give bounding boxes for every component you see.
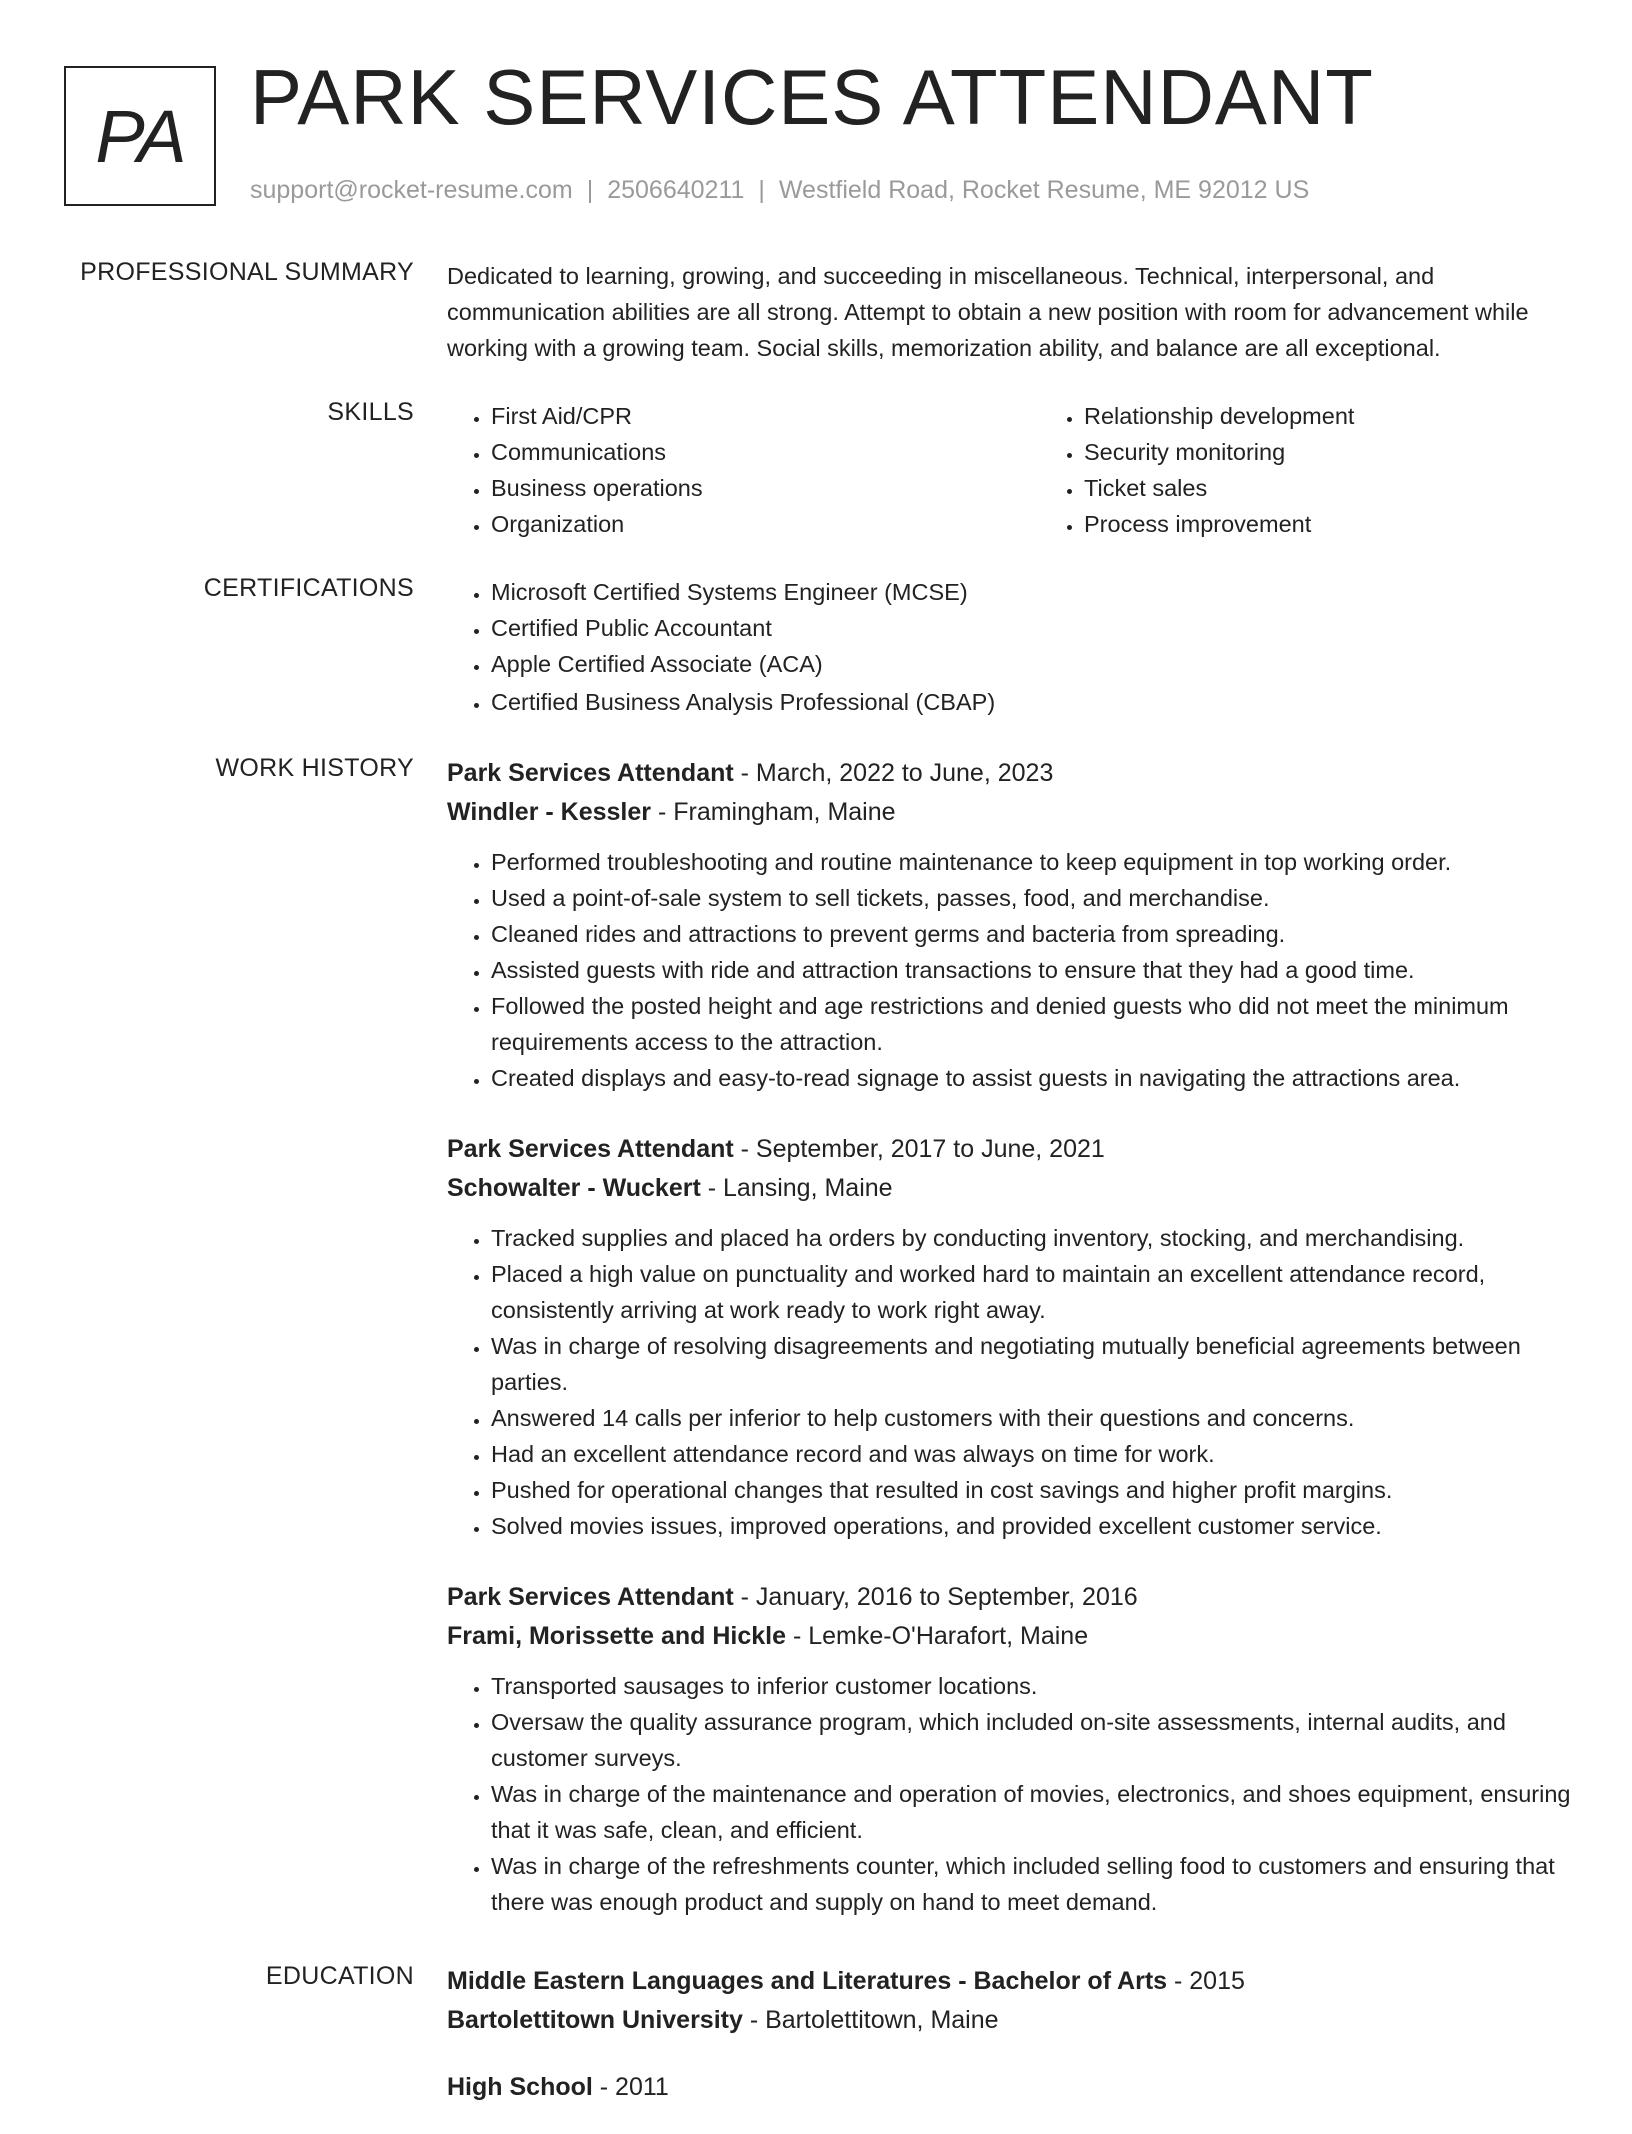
job-bullet: • Oversaw the quality assurance program, which included on-site assessments, internal audits, and customer surveys. — [491, 1704, 1577, 1776]
job-bullets — [447, 1220, 1577, 1544]
job-bullet: • Solved movies issues, improved operations, and provided excellent customer service. — [491, 1508, 1577, 1544]
job-bullet: • Pushed for operational changes that resulted in cost savings and higher profit margins. — [491, 1472, 1577, 1508]
certifications-list — [447, 574, 1577, 720]
resume-name: PARK SERVICES ATTENDANT — [250, 53, 1374, 141]
job-dates: - September, 2017 to June, 2021 — [733, 1135, 1105, 1163]
education-label: EDUCATION — [265, 1962, 414, 1990]
job-bullet: • Tracked supplies and placed ha orders by conducting inventory, stocking, and merchandising. — [491, 1220, 1577, 1256]
skill-item: • Communications — [491, 434, 1040, 470]
job-company: Windler - Kessler — [447, 798, 652, 826]
skills-list-left — [447, 398, 1040, 542]
job-title: Park Services Attendant — [447, 1135, 734, 1163]
contact-separator: | — [758, 176, 765, 204]
job-entry — [447, 1578, 1577, 1920]
job-title-line — [447, 754, 1577, 792]
job-location: - Framingham, Maine — [651, 798, 896, 826]
job-bullet: • Was in charge of resolving disagreements and negotiating mutually beneficial agreements between parties. — [491, 1328, 1577, 1400]
job-bullet: • Created displays and easy-to-read signage to assist guests in navigating the attractions area. — [491, 1060, 1577, 1096]
contact-separator: | — [586, 176, 594, 204]
education-degree-line — [447, 1962, 1577, 2000]
skill-item: • Organization — [491, 506, 1040, 542]
education-entry — [447, 1962, 1577, 2040]
job-company-line — [447, 1616, 1577, 1656]
skill-item: • Relationship development — [1084, 398, 1632, 434]
certification-item: • Certified Public Accountant — [491, 610, 1577, 646]
job-location: - Lemke-O'Harafort, Maine — [786, 1622, 1089, 1650]
job-bullets — [447, 844, 1577, 1096]
education-degree: High School — [447, 2073, 593, 2101]
certifications-label: CERTIFICATIONS — [203, 574, 414, 602]
education-degree: Middle Eastern Languages and Literatures - Bachelor of Arts — [447, 1967, 1168, 1995]
job-bullet: • Placed a high value on punctuality and worked hard to maintain an excellent attendance record, consistently arriving at work ready to work right away. — [491, 1256, 1577, 1328]
education-location: - Bartolettitown, Maine — [742, 2006, 999, 2034]
certification-item: • Microsoft Certified Systems Engineer (MCSE) — [491, 574, 1577, 610]
skill-item: • Security monitoring — [1084, 434, 1632, 470]
job-title-line — [447, 1130, 1577, 1168]
skill-item: • Ticket sales — [1084, 470, 1632, 506]
skills-body — [447, 398, 1577, 542]
certifications-body — [447, 574, 1577, 720]
job-dates: - January, 2016 to September, 2016 — [733, 1583, 1138, 1611]
job-bullet: • Cleaned rides and attractions to prevent germs and bacteria from spreading. — [491, 916, 1577, 952]
job-title: Park Services Attendant — [447, 759, 734, 787]
skills-label: SKILLS — [327, 398, 414, 426]
contact-line — [250, 176, 1309, 205]
work-history-label: WORK HISTORY — [215, 754, 414, 782]
skills-list-right — [1040, 398, 1632, 542]
education-entry — [447, 2068, 1577, 2106]
job-dates: - March, 2022 to June, 2023 — [733, 759, 1054, 787]
skill-item: • First Aid/CPR — [491, 398, 1040, 434]
monogram-text: PA — [95, 94, 185, 178]
job-bullet: • Used a point-of-sale system to sell tickets, passes, food, and merchandise. — [491, 880, 1577, 916]
job-bullet: • Transported sausages to inferior customer locations. — [491, 1668, 1577, 1704]
education-degree-line — [447, 2068, 1577, 2106]
education-body — [447, 1962, 1577, 2134]
job-title-line — [447, 1578, 1577, 1616]
work-history-body — [447, 754, 1577, 1954]
job-bullet: • Had an excellent attendance record and was always on time for work. — [491, 1436, 1577, 1472]
job-bullet: • Answered 14 calls per inferior to help customers with their questions and concerns. — [491, 1400, 1577, 1436]
summary-label: PROFESSIONAL SUMMARY — [80, 258, 414, 286]
summary-text: Dedicated to learning, growing, and succeeding in miscellaneous. Technical, interpersonal, and communication abilities are all strong. Attempt to obtain a new position with room for advancement while working with a growing team. Social skills, memorization ability, and balance are all exceptional. — [447, 263, 1529, 361]
monogram-logo — [64, 66, 216, 206]
job-company: Schowalter - Wuckert — [447, 1174, 701, 1202]
job-entry — [447, 1130, 1577, 1544]
education-school-line — [447, 2000, 1577, 2040]
job-bullet: • Assisted guests with ride and attraction transactions to ensure that they had a good time. — [491, 952, 1577, 988]
job-bullet: • Performed troubleshooting and routine maintenance to keep equipment in top working order. — [491, 844, 1577, 880]
job-bullet: • Followed the posted height and age restrictions and denied guests who did not meet the minimum requirements access to the attraction. — [491, 988, 1577, 1060]
certification-item: • Apple Certified Associate (ACA) — [491, 646, 1577, 682]
job-company: Frami, Morissette and Hickle — [447, 1622, 787, 1650]
job-bullets — [447, 1668, 1577, 1920]
certification-item: • Certified Business Analysis Professional (CBAP) — [491, 684, 1577, 720]
skill-item: • Business operations — [491, 470, 1040, 506]
job-title: Park Services Attendant — [447, 1583, 734, 1611]
job-company-line — [447, 792, 1577, 832]
job-entry — [447, 754, 1577, 1096]
job-bullet: • Was in charge of the maintenance and operation of movies, electronics, and shoes equipment, ensuring that it was safe, clean, and efficient. — [491, 1776, 1577, 1848]
job-company-line — [447, 1168, 1577, 1208]
education-school: Bartolettitown University — [447, 2006, 743, 2034]
contact-address: Westfield Road, Rocket Resume, ME 92012 US — [778, 176, 1310, 204]
skills-grid — [447, 398, 1577, 542]
education-year: - 2015 — [1167, 1967, 1245, 1995]
education-year: - 2011 — [592, 2073, 669, 2101]
job-bullet: • Was in charge of the refreshments counter, which included selling food to customers and ensuring that there was enough product and supply on hand to meet demand. — [491, 1848, 1577, 1920]
job-location: - Lansing, Maine — [700, 1174, 893, 1202]
skill-item: • Process improvement — [1084, 506, 1632, 542]
contact-email[interactable]: support@rocket-resume.com — [250, 176, 573, 204]
contact-phone[interactable]: 2506640211 — [607, 176, 745, 204]
